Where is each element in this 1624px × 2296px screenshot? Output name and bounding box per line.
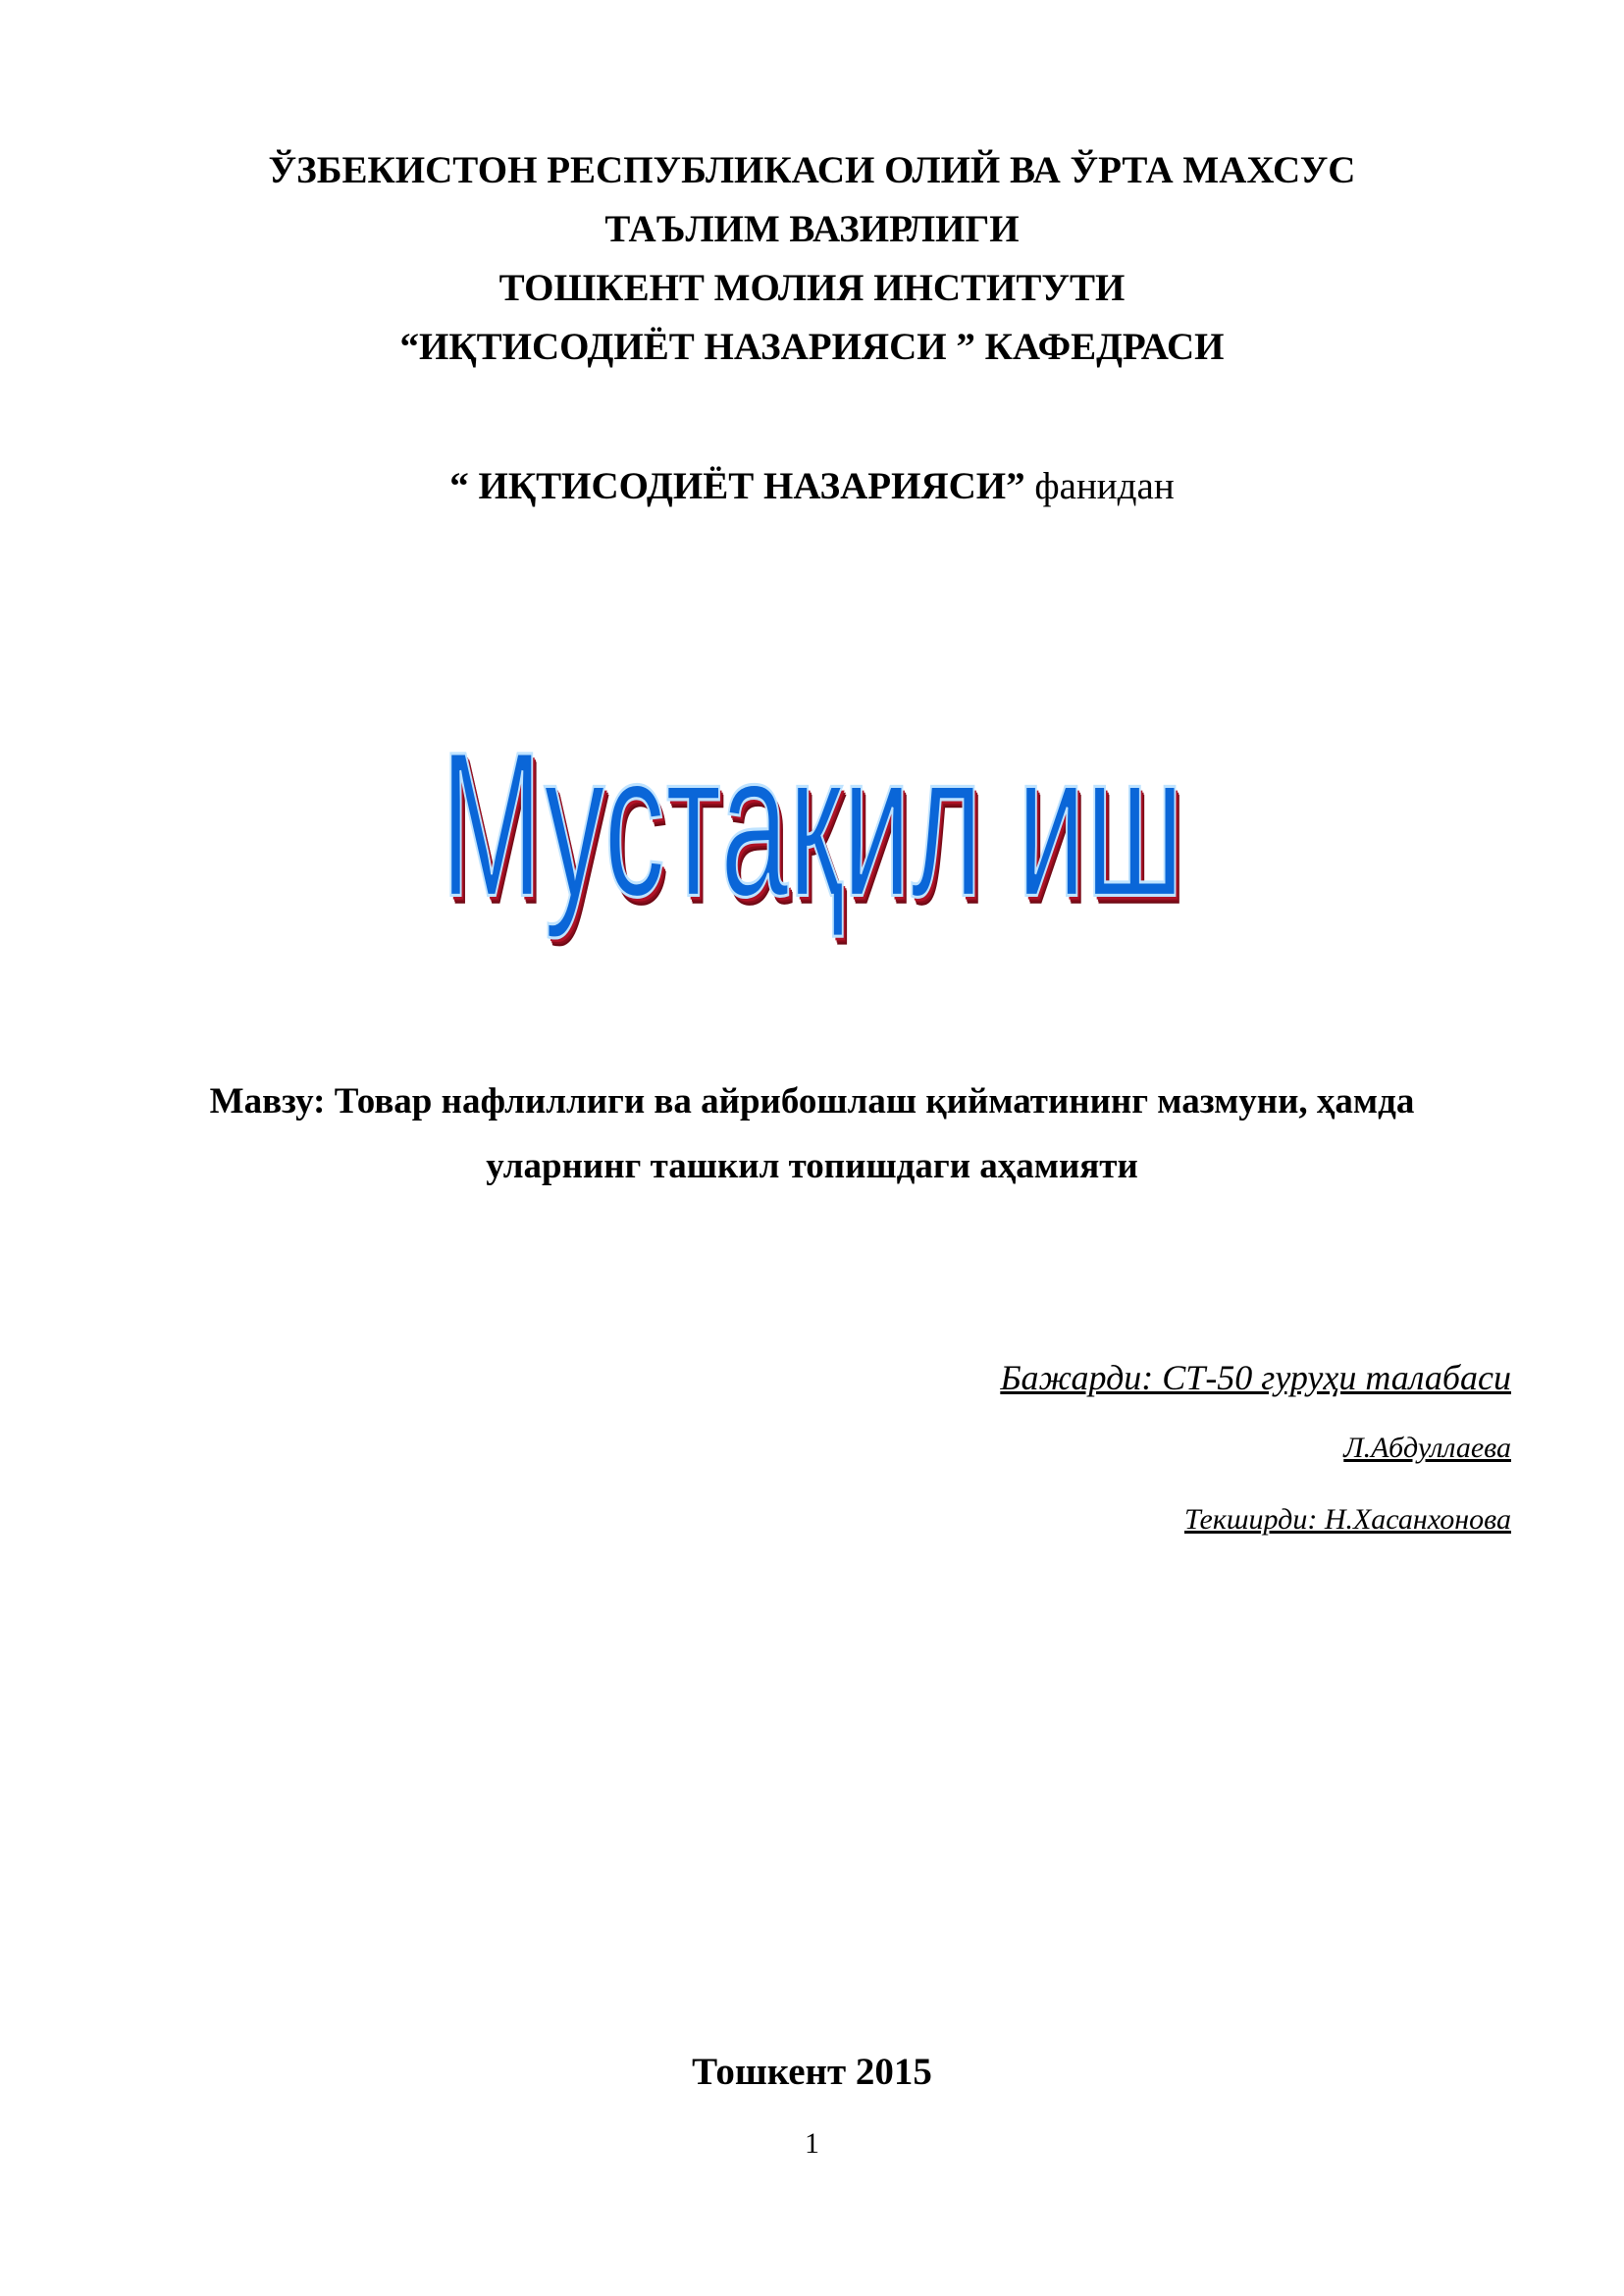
- city-year: Тошкент 2015: [692, 2051, 932, 2093]
- topic-line-1: Мавзу: Товар нафлиллиги ва айрибошлаш қийматининг мазмуни, ҳамда: [209, 1081, 1415, 1122]
- subject-line: [0, 463, 1624, 510]
- institute-name: ТОШКЕНТ МОЛИЯ ИНСТИТУТИ: [498, 267, 1126, 309]
- page-number: 1: [805, 2127, 819, 2160]
- document-title: Мустақил иш: [440, 709, 1184, 940]
- student-name: Л.Абдуллаева: [1343, 1432, 1511, 1464]
- department-name: “ИҚТИСОДИЁТ НАЗАРИЯСИ ” КАФЕДРАСИ: [399, 326, 1225, 368]
- topic-block: [196, 1070, 1428, 1199]
- performer-label: Бажарди: СТ-50 гуруҳи талабаси: [1000, 1358, 1511, 1397]
- ministry-line-1: ЎЗБЕКИСТОН РЕСПУБЛИКАСИ ОЛИЙ ВА ЎРТА МАХСУС: [268, 149, 1356, 191]
- subject-name: “ ИҚТИСОДИЁТ НАЗАРИЯСИ”: [449, 465, 1025, 507]
- topic-line-2: уларнинг ташкил топишдаги аҳамияти: [486, 1146, 1138, 1186]
- checker-label: Текширди: Н.Хасанхонова: [1183, 1503, 1511, 1536]
- ministry-line-2: ТАЪЛИМ ВАЗИРЛИГИ: [604, 208, 1020, 250]
- subject-suffix: фанидан: [1024, 465, 1175, 507]
- title-wordart: [0, 702, 1624, 940]
